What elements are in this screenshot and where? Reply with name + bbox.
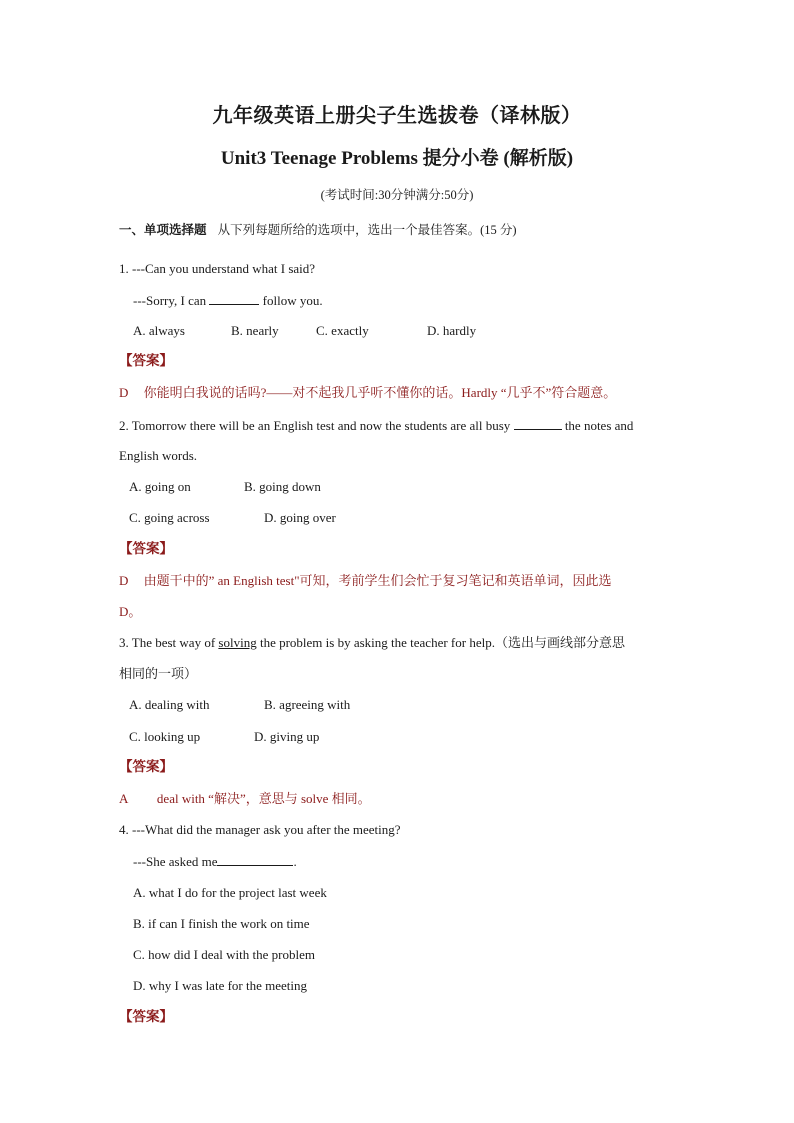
option-c: C. how did I deal with the problem xyxy=(133,947,315,962)
option-c: C. exactly xyxy=(316,323,369,338)
option-a: A. what I do for the project last week xyxy=(133,885,327,900)
option-a: A. going on xyxy=(129,479,191,494)
page-subtitle: Unit3 Teenage Problems 提分小卷 (解析版) xyxy=(220,148,574,169)
option-a: A. dealing with xyxy=(129,697,210,712)
question-1-line2 xyxy=(133,291,323,310)
option-b: B. nearly xyxy=(231,323,279,338)
question-3-stem-end: the problem is by asking the teacher for help.（选出与画线部分意思 xyxy=(259,635,625,650)
answer-explanation-2 xyxy=(119,572,612,590)
section-title: 一、单项选择题 xyxy=(119,223,207,237)
question-4-line2-text: ---She asked me xyxy=(133,854,218,869)
option-d: D. hardly xyxy=(427,323,477,338)
question-3-line2: 相同的一项） xyxy=(119,666,198,681)
answer-explanation-1 xyxy=(119,384,616,402)
answer-explanation-3 xyxy=(119,790,371,808)
question-2-stem-text: 2. Tomorrow there will be an English test and now the students are all busy xyxy=(119,418,511,433)
answer-label: 【答案】 xyxy=(119,1009,173,1024)
exam-info: (考试时间:30分钟满分:50分) xyxy=(320,188,474,202)
option-a: A. always xyxy=(133,323,185,338)
option-d: D. going over xyxy=(264,510,336,525)
answer-blank xyxy=(209,291,259,305)
question-2-line2: English words. xyxy=(119,448,197,463)
answer-text: 由题干中的” an English test"可知，考前学生们会忙于复习笔记和英语单词，因此选 xyxy=(143,573,612,588)
option-b: B. agreeing with xyxy=(264,697,351,712)
answer-blank xyxy=(217,852,293,866)
question-3-stem xyxy=(119,634,625,652)
question-1-stem: 1. ---Can you understand what I said? xyxy=(119,261,316,276)
option-d: D. giving up xyxy=(254,729,320,744)
answer-letter: D xyxy=(119,573,129,588)
question-2-stem xyxy=(119,416,633,435)
answer-text: deal with “解决”，意思与 solve 相同。 xyxy=(156,791,371,806)
answer-label: 【答案】 xyxy=(119,541,173,556)
answer-text: 你能明白我说的话吗?——对不起我几乎听不懂你的话。Hardly “几乎不”符合题意。 xyxy=(143,385,617,400)
answer-letter: D xyxy=(119,385,129,400)
answer-blank xyxy=(514,416,562,430)
question-3-stem-text: 3. The best way of xyxy=(119,635,216,650)
section-heading xyxy=(119,221,517,239)
answer-label: 【答案】 xyxy=(119,353,173,368)
option-b: B. going down xyxy=(244,479,321,494)
question-4-line2 xyxy=(133,852,297,871)
question-1-line2-text: ---Sorry, I can xyxy=(133,293,207,308)
answer-explanation-2-cont: D。 xyxy=(119,604,142,619)
question-1-line2-end: follow you. xyxy=(262,293,323,308)
question-4-line2-end: . xyxy=(293,854,297,869)
section-instruction: 从下列每题所给的选项中，选出一个最佳答案。(15 分) xyxy=(217,223,517,237)
question-2-stem-end: the notes and xyxy=(564,418,634,433)
option-c: C. going across xyxy=(129,510,210,525)
option-d: D. why I was late for the meeting xyxy=(133,978,308,993)
answer-label: 【答案】 xyxy=(119,759,173,774)
option-c: C. looking up xyxy=(129,729,201,744)
answer-letter: A xyxy=(119,791,128,806)
page-title: 九年级英语上册尖子生选拔卷（译林版） xyxy=(212,105,582,127)
option-b: B. if can I finish the work on time xyxy=(133,916,310,931)
underlined-word: solving xyxy=(218,635,257,650)
question-4-stem: 4. ---What did the manager ask you after the meeting? xyxy=(119,822,401,837)
